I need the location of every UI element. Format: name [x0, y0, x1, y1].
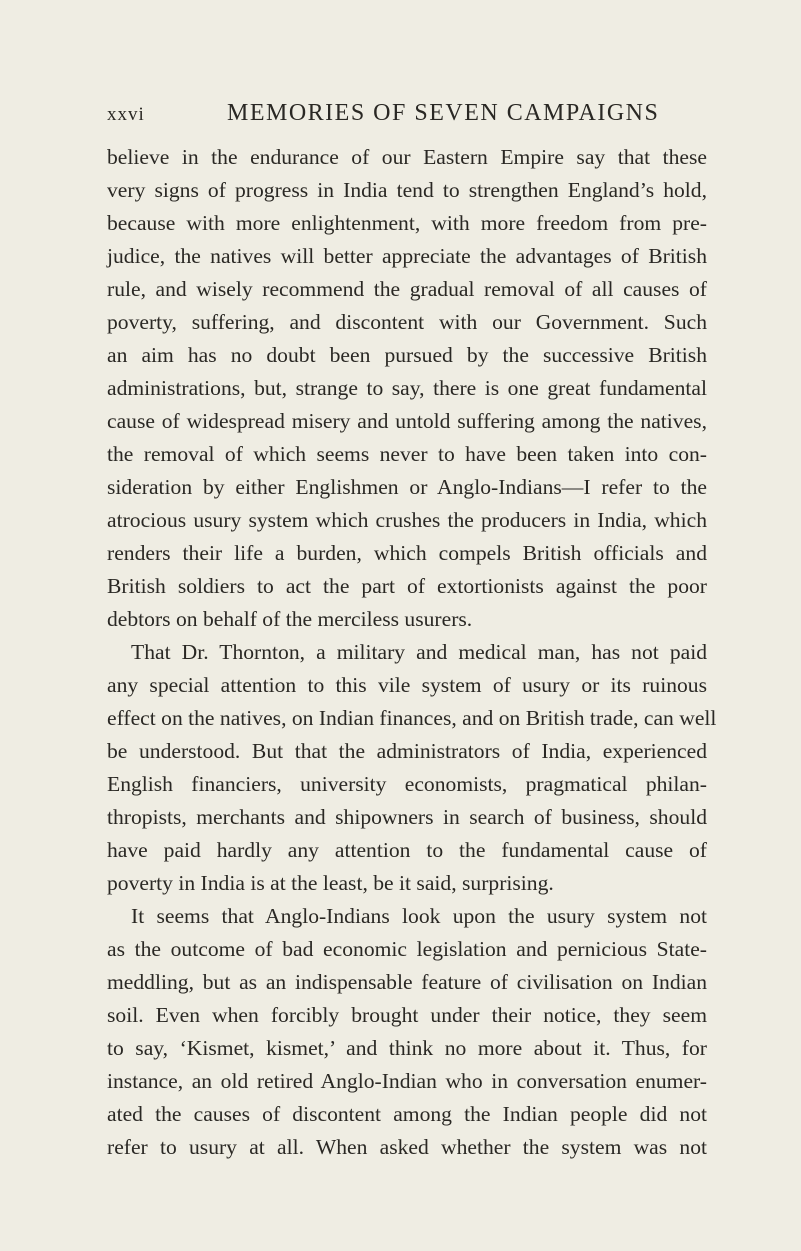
text-line: to say, ‘Kismet, kismet,’ and think no more about it. Thus, for — [107, 1036, 707, 1060]
text-line: poverty in India is at the least, be it said, surprising. — [107, 871, 554, 895]
text-line: English financiers, university economists, pragmatical philan- — [107, 772, 707, 796]
text-line: refer to usury at all. When asked whether the system was not — [107, 1135, 707, 1159]
text-line: ated the causes of discontent among the Indian people did not — [107, 1102, 707, 1126]
text-line: instance, an old retired Anglo-Indian who in conversation enumer- — [107, 1069, 707, 1093]
text-line: British soldiers to act the part of extortionists against the poor — [107, 574, 707, 598]
text-line: That Dr. Thornton, a military and medical man, has not paid — [131, 640, 707, 664]
text-line: cause of widespread misery and untold suffering among the natives, — [107, 409, 707, 433]
body-text — [107, 141, 717, 1164]
page-number: xxvi — [107, 104, 145, 125]
running-head — [107, 100, 667, 130]
text-line: any special attention to this vile system of usury or its ruinous — [107, 673, 707, 697]
text-line: believe in the endurance of our Eastern Empire say that these — [107, 145, 707, 169]
text-line: sideration by either Englishmen or Anglo-Indians—I refer to the — [107, 475, 707, 499]
text-line: atrocious usury system which crushes the producers in India, which — [107, 508, 707, 532]
text-line: because with more enlightenment, with more freedom from pre- — [107, 211, 707, 235]
text-line: the removal of which seems never to have been taken into con- — [107, 442, 707, 466]
text-line: meddling, but as an indispensable feature of civilisation on Indian — [107, 970, 707, 994]
text-line: be understood. But that the administrators of India, experienced — [107, 739, 707, 763]
text-line: an aim has no doubt been pursued by the successive British — [107, 343, 707, 367]
text-line: as the outcome of bad economic legislation and pernicious State- — [107, 937, 707, 961]
text-line: effect on the natives, on Indian finances, and on British trade, can well — [107, 706, 717, 730]
text-line: have paid hardly any attention to the fundamental cause of — [107, 838, 707, 862]
running-title: MEMORIES OF SEVEN CAMPAIGNS — [227, 100, 660, 126]
text-line: judice, the natives will better appreciate the advantages of British — [107, 244, 707, 268]
text-line: renders their life a burden, which compels British officials and — [107, 541, 707, 565]
text-line: rule, and wisely recommend the gradual removal of all causes of — [107, 277, 707, 301]
text-line: very signs of progress in India tend to strengthen England’s hold, — [107, 178, 707, 202]
text-line: administrations, but, strange to say, there is one great fundamental — [107, 376, 707, 400]
text-line: thropists, merchants and shipowners in search of business, should — [107, 805, 707, 829]
text-line: poverty, suffering, and discontent with our Government. Such — [107, 310, 707, 334]
text-line: debtors on behalf of the merciless usurers. — [107, 607, 473, 631]
text-line: soil. Even when forcibly brought under their notice, they seem — [107, 1003, 707, 1027]
text-line: It seems that Anglo-Indians look upon the usury system not — [131, 904, 707, 928]
